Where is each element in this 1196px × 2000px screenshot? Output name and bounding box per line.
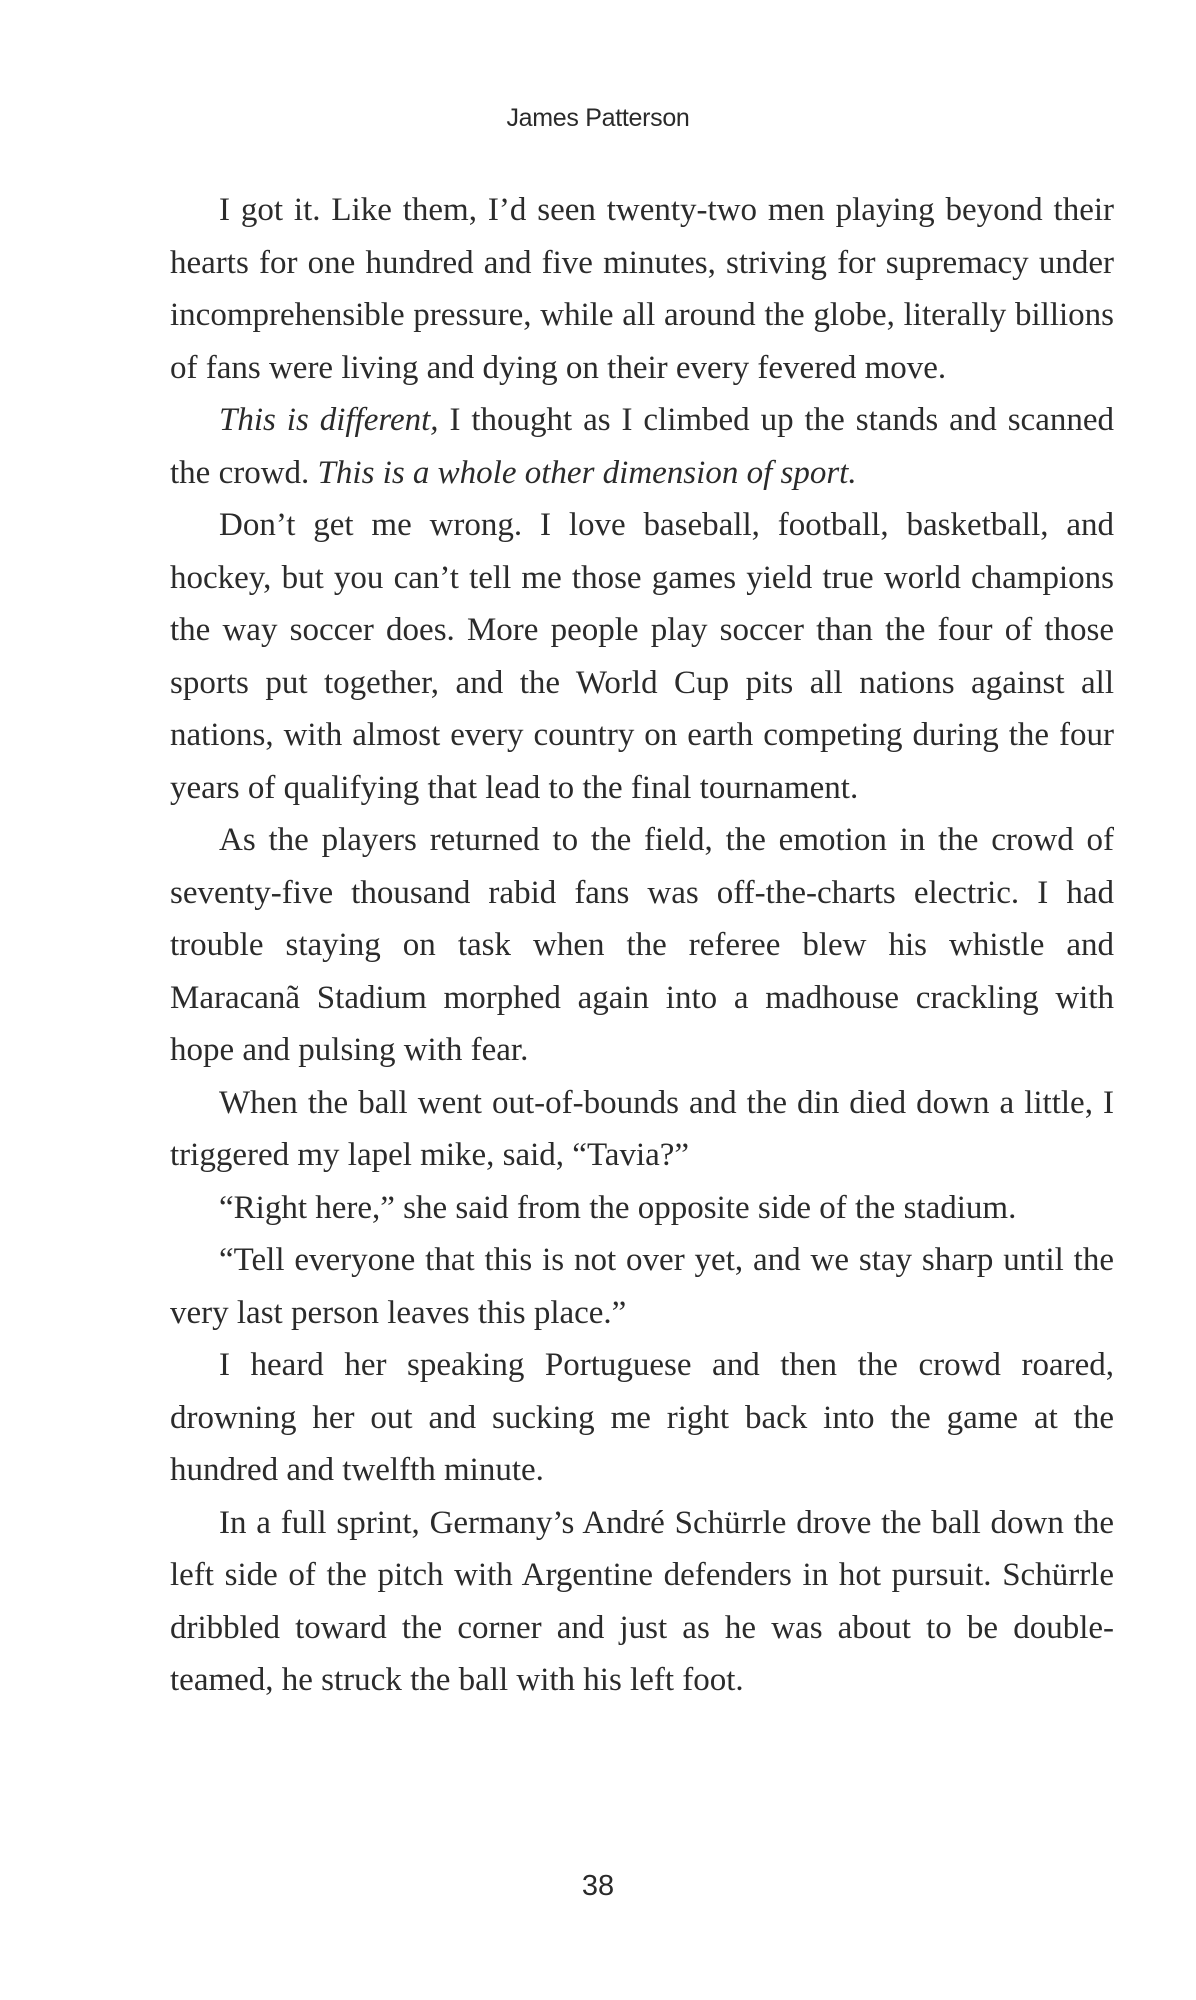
paragraph-9: In a full sprint, Germany’s André Schürrle drove the ball down the left side of the pitch with Argentine defenders in hot pursuit. Schürrle dribbled toward the corner and just as he was about to be double-teamed, he struck the ball with his left foot.	[170, 1504, 1114, 1698]
paragraph-6: “Right here,” she said from the opposite side of the stadium.	[219, 1189, 1017, 1226]
italic-thought-1: This is different,	[219, 402, 439, 438]
paragraph-1: I got it. Like them, I’d seen twenty-two men playing beyond their hearts for one hundred and five minutes, striving for supremacy under incomprehensible pressure, while all around the globe, literally billions of fans were living and dying on their every fevered move.	[170, 192, 1114, 386]
page-number: 38	[581, 1870, 615, 1902]
paragraph-2	[170, 394, 1114, 499]
italic-thought-2: This is a whole other dimension of sport.	[317, 454, 857, 491]
paragraph-8: I heard her speaking Portuguese and then the crowd roared, drowning her out and sucking me right back into the game at the hundred and twelfth minute.	[170, 1347, 1114, 1488]
paragraph-7: “Tell everyone that this is not over yet, and we stay sharp until the very last person leaves this place.”	[170, 1242, 1114, 1331]
body-text	[170, 184, 1114, 1707]
paragraph-2-text: I thought as I climbed up the stands and scanned the crowd.	[170, 402, 1114, 491]
running-head: James Patterson	[506, 104, 690, 132]
paragraph-4: As the players returned to the field, the emotion in the crowd of seventy-five thousand rabid fans was off-the-charts electric. I had trouble staying on task when the referee blew his whistle and Maracanã Stadium morphed again into a madhouse crackling with hope and pulsing with fear.	[170, 822, 1114, 1068]
paragraph-3: Don’t get me wrong. I love baseball, football, basketball, and hockey, but you can’t tell me those games yield true world champions the way soccer does. More people play soccer than the four of those sports put together, and the World Cup pits all nations against all nations, with almost every country on earth competing during the four years of qualifying that lead to the final tournament.	[170, 507, 1114, 806]
paragraph-5: When the ball went out-of-bounds and the din died down a little, I triggered my lapel mike, said, “Tavia?”	[170, 1084, 1114, 1173]
